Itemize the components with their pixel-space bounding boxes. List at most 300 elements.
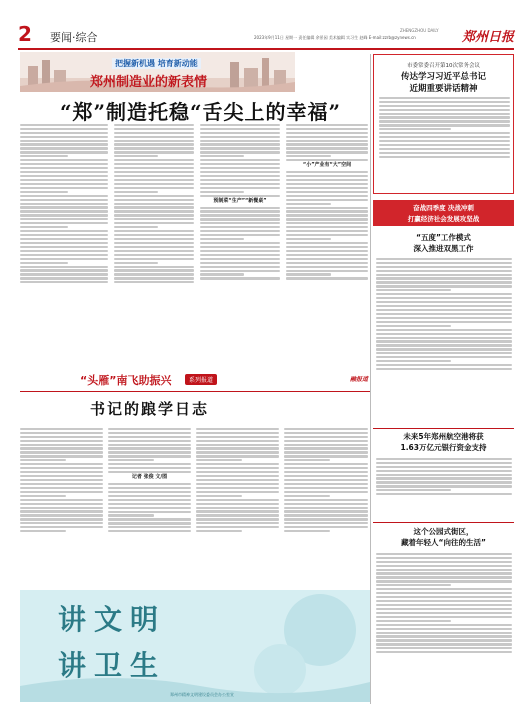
campaign-banner <box>373 200 514 226</box>
text-line <box>376 580 512 582</box>
text-line <box>196 503 279 505</box>
text-line <box>20 140 108 142</box>
text-line <box>20 171 108 173</box>
text-line <box>196 491 279 493</box>
text-line <box>284 451 368 453</box>
text-line <box>200 258 280 260</box>
campaign-line1: 奋战四季度 决战冲刺 <box>413 204 474 212</box>
text-line <box>200 242 280 244</box>
text-line <box>114 269 194 271</box>
text-line <box>196 467 279 469</box>
text-line <box>379 101 510 103</box>
text-line <box>286 214 368 216</box>
text-line <box>108 436 191 438</box>
text-line <box>200 175 280 177</box>
text-line <box>376 356 512 358</box>
text-line <box>20 206 108 208</box>
text-line <box>114 206 194 208</box>
section-divider <box>373 522 514 523</box>
text-line <box>376 616 512 618</box>
text-line <box>376 639 512 641</box>
text-line <box>200 266 280 268</box>
text-line <box>20 183 108 185</box>
text-line <box>200 171 280 173</box>
text-line <box>20 447 103 449</box>
text-line <box>20 526 103 528</box>
five-degree-title-2: 深入推进双黑工作 <box>413 244 474 253</box>
book-byline: 记者 张俊 文/图 <box>131 474 168 481</box>
text-line <box>376 293 512 295</box>
text-line <box>20 269 108 271</box>
text-line <box>376 628 512 630</box>
text-line <box>114 147 194 149</box>
text-line <box>20 143 108 145</box>
text-line <box>108 514 154 516</box>
text-line <box>196 440 279 442</box>
text-line <box>376 289 451 291</box>
text-line <box>376 635 512 637</box>
text-lines <box>376 553 512 654</box>
text-line <box>196 499 279 501</box>
text-line <box>20 436 103 438</box>
text-line <box>200 128 280 130</box>
text-line <box>379 124 510 126</box>
text-line <box>196 530 242 532</box>
text-line <box>284 503 368 505</box>
text-line <box>284 499 368 501</box>
aviation-title-2: 1.63万亿元银行资金支持 <box>400 443 487 452</box>
text-line <box>286 140 368 142</box>
text-line <box>196 495 242 497</box>
text-line <box>196 432 279 434</box>
text-line <box>379 148 510 150</box>
text-line <box>284 518 368 520</box>
text-line <box>286 195 368 197</box>
text-line <box>376 333 512 335</box>
text-line <box>108 467 191 469</box>
text-line <box>200 143 280 145</box>
text-line <box>20 226 68 228</box>
text-line <box>20 459 66 461</box>
text-lines <box>196 428 279 533</box>
lead-column-4 <box>286 122 368 362</box>
lead-column-1 <box>20 122 108 362</box>
text-line <box>376 485 512 487</box>
text-line <box>114 226 158 228</box>
text-line <box>286 171 368 173</box>
text-line <box>114 163 194 165</box>
text-line <box>20 479 103 481</box>
text-line <box>286 222 368 224</box>
text-line <box>114 167 194 169</box>
text-line <box>286 132 368 134</box>
text-line <box>284 487 368 489</box>
standing-committee-box <box>373 54 514 194</box>
column-tag-mark: 融报道 <box>349 376 368 383</box>
text-line <box>108 495 191 497</box>
text-line <box>20 136 108 138</box>
text-line <box>284 475 368 477</box>
text-lines <box>286 124 368 162</box>
text-line <box>114 191 158 193</box>
text-line <box>20 222 108 224</box>
text-line <box>376 584 451 586</box>
text-line <box>376 643 512 645</box>
text-line <box>20 507 103 509</box>
text-line <box>114 214 194 216</box>
text-line <box>114 273 194 275</box>
tag-underline <box>20 391 370 392</box>
text-line <box>284 471 368 473</box>
text-line <box>200 183 280 185</box>
text-line <box>114 254 194 256</box>
text-line <box>376 592 512 594</box>
box-body-text <box>379 95 510 191</box>
text-line <box>376 360 451 362</box>
text-line <box>200 136 280 138</box>
section-name: 要闻·综合 <box>50 31 98 44</box>
text-line <box>376 344 512 346</box>
text-line <box>284 514 368 516</box>
text-line <box>108 455 191 457</box>
text-line <box>20 124 108 126</box>
text-line <box>379 156 510 158</box>
text-line <box>286 207 368 209</box>
text-line <box>284 491 368 493</box>
text-line <box>376 270 512 272</box>
text-line <box>196 436 279 438</box>
text-line <box>20 128 108 130</box>
text-line <box>20 428 103 430</box>
text-line <box>284 479 368 481</box>
text-line <box>20 432 103 434</box>
text-lines <box>286 171 368 280</box>
feature-banner <box>20 52 295 92</box>
text-line <box>284 440 368 442</box>
text-line <box>200 179 280 181</box>
text-line <box>284 459 330 461</box>
text-line <box>286 124 368 126</box>
text-line <box>376 285 512 287</box>
text-line <box>200 250 280 252</box>
text-line <box>20 238 108 240</box>
column-tag-pill: 系列报道 <box>185 374 217 385</box>
text-line <box>196 447 279 449</box>
five-degree-body <box>376 256 512 424</box>
book-headline: 书记的踉学日志 <box>90 400 210 418</box>
text-line <box>379 120 510 122</box>
banner-kicker: 把握新机遇 培育新动能 <box>112 58 201 69</box>
text-line <box>376 258 512 260</box>
text-line <box>20 175 108 177</box>
text-line <box>284 522 368 524</box>
text-line <box>20 266 108 268</box>
text-line <box>20 277 108 279</box>
text-line <box>286 230 368 232</box>
community-title-2: 藏着年轻人“向往的生活” <box>401 538 486 547</box>
text-line <box>200 254 280 256</box>
text-line <box>376 458 512 460</box>
text-lines <box>108 428 191 474</box>
column-tag <box>20 370 370 390</box>
text-line <box>286 238 331 240</box>
text-line <box>114 222 194 224</box>
text-line <box>200 226 280 228</box>
text-line <box>196 451 279 453</box>
text-line <box>284 507 368 509</box>
text-line <box>379 97 510 99</box>
text-line <box>108 440 191 442</box>
text-line <box>286 254 368 256</box>
text-line <box>114 277 194 279</box>
text-line <box>20 191 68 193</box>
text-line <box>200 246 280 248</box>
text-line <box>376 297 512 299</box>
text-line <box>20 187 108 189</box>
text-line <box>286 258 368 260</box>
text-line <box>108 463 191 465</box>
text-lines <box>200 124 280 197</box>
text-line <box>20 530 66 532</box>
text-line <box>200 273 244 275</box>
text-line <box>376 608 512 610</box>
text-line <box>379 140 510 142</box>
text-line <box>20 444 103 446</box>
text-line <box>286 128 368 130</box>
text-line <box>114 266 194 268</box>
text-line <box>200 140 280 142</box>
text-line <box>200 218 280 220</box>
text-line <box>284 467 368 469</box>
text-line <box>284 436 368 438</box>
text-line <box>286 155 331 157</box>
text-line <box>286 199 368 201</box>
column-tag-title: “头雁”南飞助振兴 <box>80 374 172 387</box>
text-line <box>379 128 451 130</box>
text-line <box>286 226 368 228</box>
text-line <box>286 234 368 236</box>
box-title-line2: 近期重要讲话精神 <box>409 84 478 94</box>
text-line <box>379 116 510 118</box>
text-line <box>376 612 512 614</box>
text-line <box>20 199 108 201</box>
text-line <box>114 242 194 244</box>
text-line <box>20 487 103 489</box>
aviation-title-1: 未来5年郑州航空港将获 <box>403 432 484 441</box>
text-line <box>108 507 191 509</box>
text-line <box>200 159 280 161</box>
text-line <box>20 163 108 165</box>
text-line <box>376 274 512 276</box>
text-line <box>286 210 368 212</box>
ad-slogan-line2: 讲卫生 <box>58 649 167 682</box>
text-line <box>20 471 103 473</box>
text-line <box>379 113 510 115</box>
text-line <box>284 530 330 532</box>
text-line <box>108 432 191 434</box>
text-line <box>114 238 194 240</box>
text-line <box>20 273 108 275</box>
text-line <box>114 140 194 142</box>
text-line <box>20 242 108 244</box>
text-line <box>200 230 280 232</box>
text-line <box>20 246 108 248</box>
text-line <box>114 175 194 177</box>
text-line <box>108 499 191 501</box>
text-line <box>114 281 194 283</box>
text-line <box>196 522 279 524</box>
text-line <box>284 447 368 449</box>
text-line <box>284 495 330 497</box>
banner-title: 郑州制造业的新表情 <box>90 75 208 90</box>
text-line <box>376 557 512 559</box>
lead-subhead-2: “小”产业有“大”空间 <box>302 162 352 169</box>
text-lines <box>20 124 108 284</box>
text-line <box>376 588 512 590</box>
text-line <box>286 218 368 220</box>
text-line <box>196 463 279 465</box>
text-line <box>196 444 279 446</box>
text-line <box>20 262 68 264</box>
text-line <box>20 203 108 205</box>
text-line <box>200 151 280 153</box>
text-line <box>196 507 279 509</box>
column-divider <box>370 54 371 704</box>
text-lines <box>284 428 368 533</box>
text-line <box>196 510 279 512</box>
community-title-1: 这个公园式街区， <box>413 527 474 536</box>
text-line <box>20 503 103 505</box>
text-line <box>20 483 103 485</box>
text-line <box>20 151 108 153</box>
five-degree-title-1: “五度”工作模式 <box>416 233 471 242</box>
text-line <box>200 155 244 157</box>
text-line <box>20 147 108 149</box>
text-line <box>108 451 191 453</box>
text-line <box>114 195 194 197</box>
text-line <box>114 230 194 232</box>
text-line <box>376 632 512 634</box>
campaign-line2: 打赢经济社会发展攻坚战 <box>407 215 480 223</box>
text-line <box>114 124 194 126</box>
text-line <box>20 518 103 520</box>
lead-column-3 <box>200 122 280 362</box>
text-line <box>114 218 194 220</box>
text-line <box>200 132 280 134</box>
book-column-2 <box>108 426 191 586</box>
text-line <box>200 270 280 272</box>
text-line <box>20 159 108 161</box>
text-line <box>376 474 512 476</box>
text-line <box>376 364 512 366</box>
text-line <box>286 246 368 248</box>
text-line <box>200 167 280 169</box>
text-line <box>114 143 194 145</box>
text-line <box>376 262 512 264</box>
lead-headline: “郑”制造托稳“舌尖上的幸福” <box>60 100 342 124</box>
dateline: 2023年9月11日 星期一 责任编辑 余景园 美术编辑 实习生 赵峰 E-mail:zzrb@zynews.cn <box>254 35 416 40</box>
text-line <box>376 352 512 354</box>
text-line <box>114 171 194 173</box>
text-line <box>108 487 191 489</box>
text-line <box>284 463 368 465</box>
text-line <box>376 340 512 342</box>
text-line <box>20 455 103 457</box>
text-line <box>114 183 194 185</box>
text-line <box>200 207 280 209</box>
text-line <box>376 553 512 555</box>
book-column-4 <box>284 426 368 586</box>
masthead <box>18 24 514 50</box>
text-line <box>376 481 512 483</box>
text-line <box>376 321 512 323</box>
text-line <box>376 596 512 598</box>
text-line <box>108 491 191 493</box>
text-line <box>376 337 512 339</box>
text-line <box>286 277 368 279</box>
text-line <box>108 530 191 532</box>
text-line <box>20 254 108 256</box>
text-line <box>286 151 368 153</box>
text-line <box>20 234 108 236</box>
text-line <box>20 499 103 501</box>
aviation-body <box>376 456 512 518</box>
text-lines <box>200 207 280 280</box>
text-line <box>379 105 510 107</box>
text-line <box>376 576 512 578</box>
text-line <box>376 309 512 311</box>
text-line <box>114 234 194 236</box>
text-line <box>108 444 191 446</box>
text-line <box>286 270 368 272</box>
text-line <box>376 281 512 283</box>
community-body <box>376 551 512 703</box>
text-line <box>376 301 512 303</box>
text-line <box>286 187 368 189</box>
text-line <box>108 511 191 513</box>
text-line <box>114 179 194 181</box>
text-line <box>286 242 368 244</box>
text-line <box>114 210 194 212</box>
text-line <box>286 266 368 268</box>
text-line <box>200 210 280 212</box>
text-line <box>196 479 279 481</box>
paper-pinyin: ZHENGZHOU DAILY <box>400 28 439 33</box>
text-line <box>20 495 66 497</box>
text-line <box>376 600 512 602</box>
text-line <box>376 266 512 268</box>
text-line <box>196 518 279 520</box>
text-line <box>376 277 512 279</box>
text-line <box>200 191 244 193</box>
text-line <box>376 462 512 464</box>
text-line <box>376 477 512 479</box>
text-lines <box>20 428 103 533</box>
text-line <box>108 483 191 485</box>
text-line <box>200 124 280 126</box>
text-line <box>376 466 512 468</box>
text-line <box>20 179 108 181</box>
text-line <box>114 136 194 138</box>
text-lines <box>114 124 194 284</box>
text-line <box>376 572 512 574</box>
text-line <box>114 151 194 153</box>
text-line <box>284 510 368 512</box>
text-line <box>376 565 512 567</box>
text-line <box>200 214 280 216</box>
text-line <box>20 167 108 169</box>
lead-subhead-1: 预制菜“生产”“新餐桌” <box>213 197 267 204</box>
